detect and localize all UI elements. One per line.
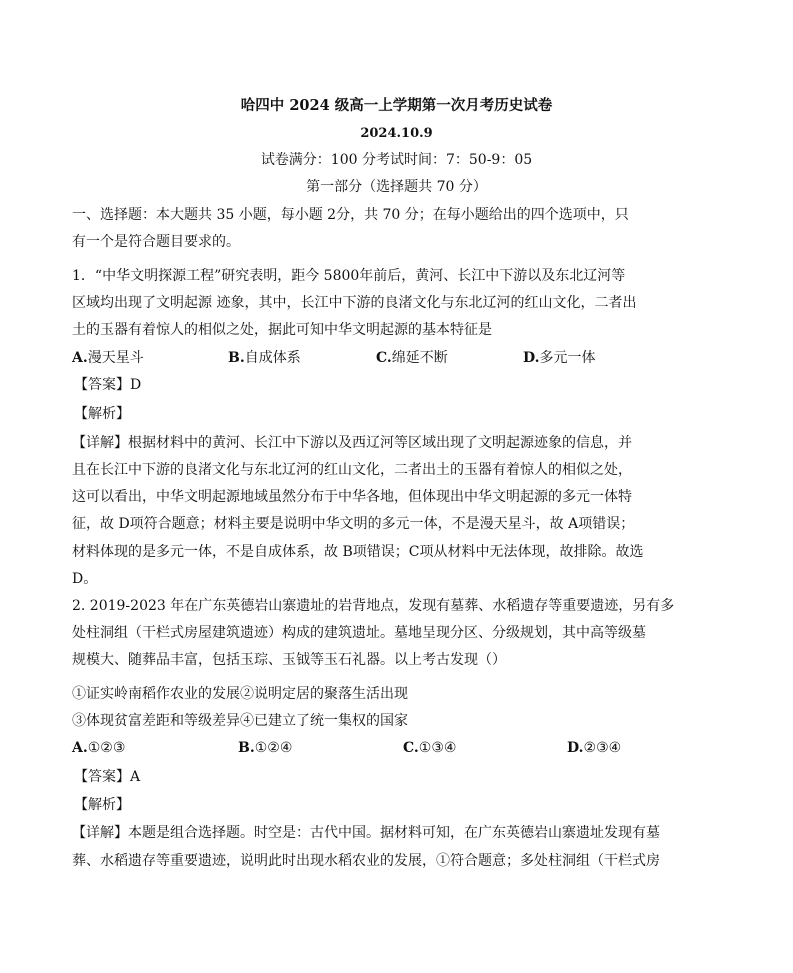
option-text: 多元一体	[539, 350, 596, 366]
exam-date: 2024.10.9	[360, 126, 433, 141]
option-text: ①②③	[87, 740, 126, 756]
q1-option-d	[523, 349, 596, 367]
q1-stem-line: 土的玉器有着惊人的相似之处，据此可知中华文明起源的基本特征是	[72, 322, 492, 338]
q1-detail-line: 且在长江中下游的良渚文化与东北辽河的红山文化，二者出土的玉器有着惊人的相似之处，	[72, 462, 632, 478]
q2-stem-line: 处柱洞组（干栏式房屋建筑遗迹）构成的建筑遗址。墓地呈现分区、分级规划，其中高等级墓	[72, 625, 646, 641]
q2-analysis-label: 【解析】	[74, 797, 130, 813]
q1-detail-line: 这可以看出，中华文明起源地域虽然分布于中华各地，但体现出中华文明起源的多元一体特	[72, 489, 632, 505]
option-text: ①②④	[254, 740, 293, 756]
section-instruction-line-2: 有一个是符合题目要求的。	[72, 234, 240, 250]
option-letter: D.	[567, 740, 584, 756]
q1-option-a	[72, 349, 144, 367]
option-text: 自成体系	[244, 350, 301, 366]
q1-detail-line: 【详解】根据材料中的黄河、长江中下游以及西辽河等区域出现了文明起源迹象的信息，并	[72, 435, 632, 451]
option-letter: A.	[72, 740, 88, 756]
option-letter: A.	[72, 350, 88, 366]
option-letter: C.	[403, 740, 419, 756]
q1-answer: 【答案】D	[74, 377, 142, 393]
exam-title: 哈四中 2024 级高一上学期第一次月考历史试卷	[240, 97, 553, 114]
option-text: 漫天星斗	[87, 350, 144, 366]
q2-stem-line: 规模大、随葬品丰富，包括玉琮、玉钺等玉石礼器。以上考古发现（）	[72, 652, 506, 668]
option-letter: B.	[228, 350, 245, 366]
section-instruction-line-1: 一、选择题：本大题共 35 小题，每小题 2分，共 70 分；在每小题给出的四个选项中，只	[72, 207, 629, 223]
q1-option-b	[228, 349, 301, 367]
q1-detail-line: 征，故 D项符合题意；材料主要是说明中华文明的多元一体，不是漫天星斗，故 A项错误；	[72, 516, 635, 532]
option-text: ①③④	[418, 740, 457, 756]
q1-option-c	[376, 349, 448, 367]
q1-stem-line: 1．“中华文明探源工程”研究表明，距今 5800年前后，黄河、长江中下游以及东北辽河等	[72, 268, 626, 284]
option-letter: D.	[523, 350, 540, 366]
q2-detail-line: 葬、水稻遗存等重要遗迹，说明此时出现水稻农业的发展，①符合题意；多处柱洞组（干栏式房	[72, 853, 660, 869]
q2-stem-line: 2. 2019-2023 年在广东英德岩山寨遗址的岩背地点，发现有墓葬、水稻遗存等重要遗迹，另有多	[72, 598, 675, 614]
q2-option-b	[238, 739, 292, 757]
exam-info: 试卷满分：100 分考试时间：7：50-9：05	[260, 152, 533, 168]
q2-statements-line: ③体现贫富差距和等级差异④已建立了统一集权的国家	[72, 713, 408, 729]
q1-detail-line: D。	[72, 571, 98, 587]
option-text: 绵延不断	[391, 350, 448, 366]
q1-analysis-label: 【解析】	[74, 406, 130, 422]
option-letter: B.	[238, 740, 255, 756]
option-letter: C.	[376, 350, 392, 366]
q2-answer: 【答案】A	[74, 769, 141, 785]
q2-statements-line: ①证实岭南稻作农业的发展②说明定居的聚落生活出现	[72, 686, 408, 702]
q1-stem-line: 区域均出现了文明起源 迹象，其中，长江中下游的良渚文化与东北辽河的红山文化，二者出	[72, 295, 637, 311]
option-text: ②③④	[583, 740, 622, 756]
q1-detail-line: 材料体现的是多元一体，不是自成体系，故 B项错误；C项从材料中无法体现，故排除。故选	[72, 544, 644, 560]
q2-detail-line: 【详解】本题是组合选择题。时空是：古代中国。据材料可知，在广东英德岩山寨遗址发现有墓	[72, 825, 660, 841]
q2-option-a	[72, 739, 125, 757]
q2-option-c	[403, 739, 456, 757]
q2-option-d	[567, 739, 621, 757]
part-heading: 第一部分（选择题共 70 分）	[306, 179, 487, 195]
